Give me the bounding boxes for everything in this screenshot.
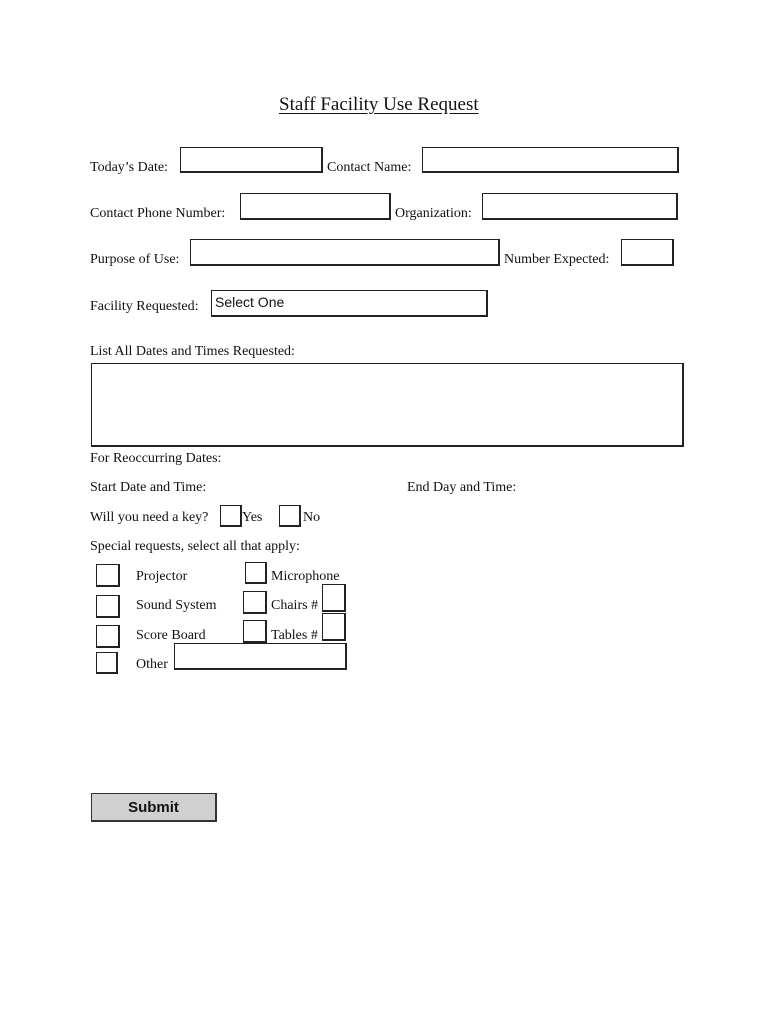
reoccurring-label: For Reoccurring Dates: [90, 451, 222, 466]
number-expected-field[interactable] [621, 239, 674, 266]
contact-name-label: Contact Name: [327, 160, 412, 175]
page-title: Staff Facility Use Request [279, 94, 479, 115]
other-label: Other [136, 657, 168, 672]
list-dates-label: List All Dates and Times Requested: [90, 344, 295, 359]
tables-label: Tables # [271, 628, 318, 643]
todays-date-field[interactable] [180, 147, 323, 173]
sound-system-checkbox[interactable] [96, 595, 120, 618]
organization-label: Organization: [395, 206, 472, 221]
chairs-label: Chairs # [271, 598, 319, 613]
microphone-label: Microphone [271, 569, 340, 584]
contact-phone-field[interactable] [240, 193, 391, 220]
contact-phone-label: Contact Phone Number: [90, 206, 226, 221]
facility-select[interactable]: Select One [211, 290, 488, 317]
need-key-label: Will you need a key? [90, 510, 209, 525]
other-field[interactable] [174, 643, 347, 670]
purpose-field[interactable] [190, 239, 500, 266]
end-day-label: End Day and Time: [407, 480, 517, 495]
key-yes-label: Yes [242, 510, 263, 525]
todays-date-label: Today’s Date: [90, 160, 168, 175]
microphone-checkbox[interactable] [245, 562, 267, 584]
tables-checkbox[interactable] [243, 620, 267, 643]
chairs-checkbox[interactable] [243, 591, 267, 614]
contact-name-field[interactable] [422, 147, 679, 173]
dates-times-textarea[interactable] [91, 363, 684, 447]
purpose-label: Purpose of Use: [90, 252, 180, 267]
key-yes-checkbox[interactable] [220, 505, 242, 527]
start-date-label: Start Date and Time: [90, 480, 207, 495]
facility-requested-label: Facility Requested: [90, 299, 199, 314]
key-no-checkbox[interactable] [279, 505, 301, 527]
projector-label: Projector [136, 569, 188, 584]
score-board-checkbox[interactable] [96, 625, 120, 648]
number-expected-label: Number Expected: [504, 252, 610, 267]
key-no-label: No [303, 510, 321, 525]
submit-button[interactable]: Submit [91, 793, 217, 822]
tables-count-field[interactable] [322, 613, 346, 641]
special-requests-label: Special requests, select all that apply: [90, 539, 300, 554]
chairs-count-field[interactable] [322, 584, 346, 612]
projector-checkbox[interactable] [96, 564, 120, 587]
sound-system-label: Sound System [136, 598, 217, 613]
score-board-label: Score Board [136, 628, 206, 643]
organization-field[interactable] [482, 193, 678, 220]
other-checkbox[interactable] [96, 652, 118, 674]
